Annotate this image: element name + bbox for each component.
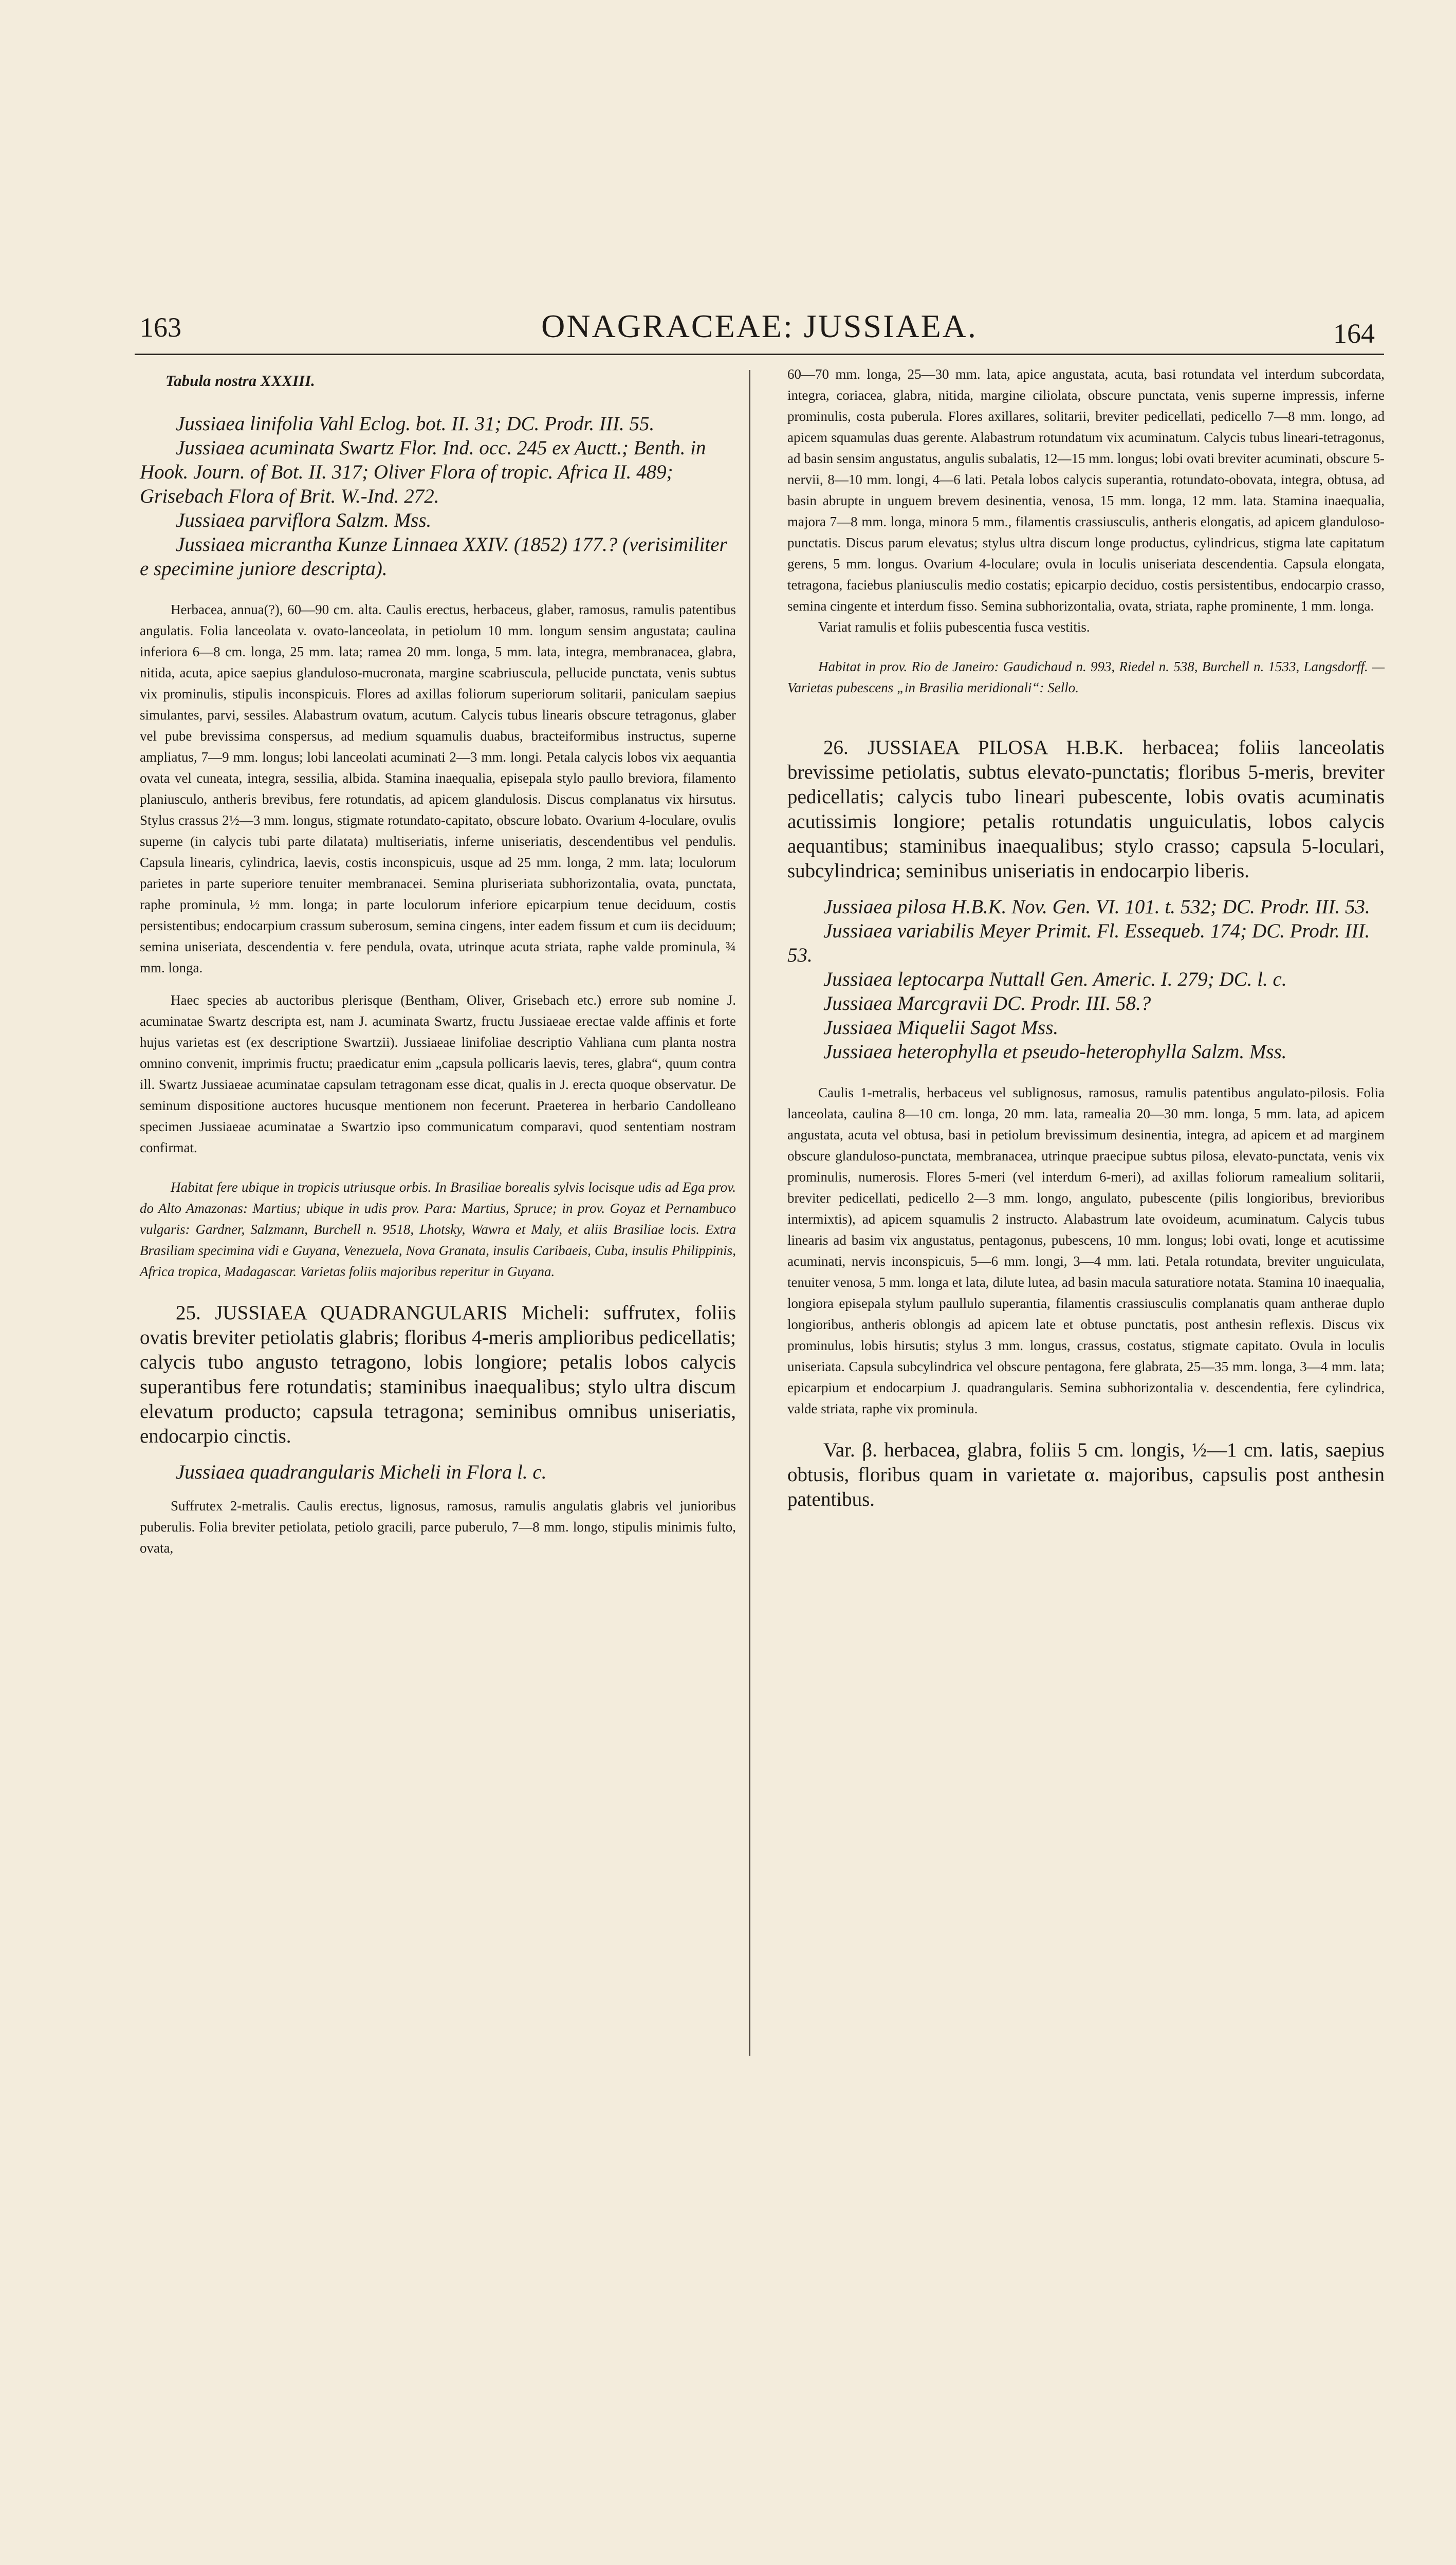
synonym: Jussiaea acuminata Swartz Flor. Ind. occ. 245 ex Auctt.; Benth. in Hook. Journ. of Bot. II. 317; Oliver Flora of tropic. Africa II. 489; Grisebach Flora of Brit. W.-Ind. 272. bbox=[140, 437, 706, 507]
synonym: Jussiaea variabilis Meyer Primit. Fl. Essequeb. 174; DC. Prodr. III. 53. bbox=[787, 920, 1370, 966]
variety-beta: Var. β. herbacea, glabra, foliis 5 cm. longis, ½—1 cm. latis, saepius obtusis, floribus quam in varietate α. majoribus, capsulis post anthesin patentibus. bbox=[787, 1439, 1385, 1510]
left-column bbox=[140, 364, 736, 1559]
description-paragraph: Herbacea, annua(?), 60—90 cm. alta. Caulis erectus, herbaceus, glaber, ramosus, ramulis patentibus angulatis. Folia lanceolata v. ovato-lanceolata, in petiolum 10 mm. longum sensim angustata; caulina inferiora 6—8 cm. longa, 25 mm. lata; ramea 20 mm. longa, 5 mm. lata, integra, membranacea, glabra, nitida, acuta, apice saepius glanduloso-mucronata, margine scabriuscula, pellucide punctata, venis subtus vix prominulis, stipulis inconspicuis. Flores ad axillas foliorum superiorum solitarii, paniculam saepius simulantes, parvi, sessiles. Alabastrum ovatum, acutum. Calycis tubus linearis obscure tetragonus, glaber vel pube brevissima conspersus, ad medium squamulis duabus, bracteiformibus instructus, superne ampliatus, 7—9 mm. longus; lobi lanceolati acuminati 2—3 mm. longi. Petala calycis lobos vix aequantia ovata vel cuneata, integra, sessilia, albida. Stamina inaequalia, episepala stylo paullo breviora, filamento planiusculo, antheris brevibus, fere rotundatis, ad apicem glandulosis. Discus complanatus vix hirsutus. Stylus crassus 2½—3 mm. longus, stigmate rotundato-capitato, obscure lobato. Ovarium 4-loculare, ovulis superne (in calycis tubi parte dilatata) multiseriatis, inferne uniseriatis, descendentibus vel pendulis. Capsula linearis, cylindrica, laevis, costis inconspicuis, usque ad 25 mm. longa, 2 mm. lata; loculorum parietes in parte superiore tenuiter membranacei. Semina pluriseriata subhorizontalia, ovata, punctata, raphe prominula, ½ mm. longa; in parte loculorum inferiore epicarpium tenue deciduum, costis persistentibus; endocarpium crassum suberosum, semina cingens, inter eadem fissum et cum iis deciduum; semina uniseriata, descendentia v. fere pendula, ovata, utrinque acuta striata, raphe valde prominula, ¾ mm. longa. bbox=[140, 602, 736, 975]
synonym: Jussiaea parviflora Salzm. Mss. bbox=[176, 509, 432, 531]
plate-reference: Tabula nostra XXXIII. bbox=[165, 372, 315, 390]
synonym: Jussiaea Marcgravii DC. Prodr. III. 58.? bbox=[823, 992, 1151, 1014]
running-title: ONAGRACEAE: JUSSIAEA. bbox=[541, 308, 978, 344]
synonym: Jussiaea micrantha Kunze Linnaea XXIV. (1852) 177.? (verisimiliter e specimine juniore descripta). bbox=[140, 533, 727, 580]
page-number-right: 164 bbox=[1333, 318, 1375, 349]
synonym: Jussiaea linifolia Vahl Eclog. bot. II. 31; DC. Prodr. III. 55. bbox=[176, 413, 655, 435]
synonym: Jussiaea heterophylla et pseudo-heterophylla Salzm. Mss. bbox=[823, 1041, 1287, 1063]
species-25-description: Suffrutex 2-metralis. Caulis erectus, lignosus, ramosus, ramulis angulatis glabris vel junioribus puberulis. Folia breviter petiolata, petiolo gracili, parce puberulo, 7—8 mm. longo, stipulis minimis fulto, ovata, bbox=[140, 1498, 736, 1556]
synonym: Jussiaea pilosa H.B.K. Nov. Gen. VI. 101. t. 532; DC. Prodr. III. 53. bbox=[823, 896, 1370, 918]
variation-note: Variat ramulis et foliis pubescentia fusca vestitis. bbox=[818, 619, 1090, 635]
synonym: Jussiaea Miquelii Sagot Mss. bbox=[823, 1017, 1059, 1039]
right-column bbox=[787, 364, 1385, 1512]
synonym-list-25 bbox=[140, 1460, 736, 1484]
species-25-description-continued: 60—70 mm. longa, 25—30 mm. lata, apice angustata, acuta, basi rotundata vel interdum subcordata, integra, coriacea, glabra, nitida, margine ciliolata, obscure punctata, venis superne impressis, inferne prominulis, costa puberula. Flores axillares, solitarii, breviter pedicellati, pedicello 7—8 mm. longo, ad apicem squamulas duas gerente. Alabastrum rotundatum vix acuminatum. Calycis tubus lineari-tetragonus, ad basin sensim angustatus, angulis subalatis, 12—15 mm. longus; lobi ovati breviter acuminati, obscure 5-nervii, 8—10 mm. longi, 4—6 lati. Petala lobos calycis superantia, rotundato-obovata, integra, obtusa, ad basin abrupte in unguem brevem desinentia, venosa, 15 mm. longa, 12 mm. lata. Stamina inaequalia, majora 7—8 mm. longa, minora 5 mm., filamentis crassiusculis, antheris elongatis, ad apicem glanduloso-punctatis. Discus parum elevatus; stylus ultra discum longe productus, cylindricus, stigma late capitatum gerens, 5 mm. longus. Ovarium 4-loculare; ovula in loculis uniseriata descendentia. Capsula elongata, tetragona, faciebus planiusculis medio costatis; epicarpio deciduo, costis persistentibus, endocarpio crasso, semina cingente et interdum fisso. Semina subhorizontalia, ovata, striata, raphe prominente, 1 mm. longa. bbox=[787, 366, 1385, 614]
species-description bbox=[140, 599, 736, 1282]
species-25-diagnosis: 25. JUSSIAEA QUADRANGULARIS Micheli: suffrutex, foliis ovatis breviter petiolatis glabris; floribus 4-meris amplioribus pedicellatis; calycis tubo angusto tetragono, lobis longiore; petalis lobos calycis superantibus fere rotundatis; staminibus inaequalibus; stylo ultra discum elevatum producto; capsula tetragona; seminibus omnibus uniseriatis, endocarpio cinctis. bbox=[140, 1302, 736, 1447]
page-header bbox=[135, 307, 1384, 355]
synonym: Jussiaea quadrangularis Micheli in Flora l. c. bbox=[176, 1461, 547, 1483]
habitat-paragraph-25: Habitat in prov. Rio de Janeiro: Gaudichaud n. 993, Riedel n. 538, Burchell n. 1533, Langsdorff. — Varietas pubescens „in Brasilia meridionali“: Sello. bbox=[787, 659, 1385, 695]
column-divider bbox=[749, 370, 750, 2056]
species-26-description: Caulis 1-metralis, herbaceus vel sublignosus, ramosus, ramulis patentibus angulato-pilosis. Folia lanceolata, caulina 8—10 cm. longa, 20 mm. lata, ramealia 20—30 mm. longa, 5 mm. lata, ad apicem angustata, acuta vel obtusa, basi in petiolum brevissimum desinentia, integra, ad apicem et ad marginem obscure glanduloso-punctata, membranacea, utrinque praecipue subtus pilosa, elevato-punctata, venis vix prominulis, numerosis. Flores 5-meri (vel interdum 6-meri), ad axillas foliorum ramealium solitarii, breviter pedicellati, pedicello 2—3 mm. longo, angulato, pubescente (pilis longioribus, brevioribus intermixtis), ad apicem squamulis 2 instructo. Alabastrum late ovoideum, acuminatum. Calycis tubus linearis ad basim vix angustatus, pentagonus, pubescens, 10 mm. longus; lobi ovati, longe et acutissime acuminati, nervis inconspicuis, 5—6 mm. longi, 3—4 mm. lati. Petala rotundata, breviter unguiculata, tenuiter venosa, 5 mm. longa et lata, dilute lutea, ad basin macula saturatiore notata. Stamina 10 inaequalia, longiora episepala stylum paullulo superantia, filamentis crassiusculis complanatis quam antherae duplo longioribus, antheris oblongis ad apicem late et obtuse punctatis, post anthesin reflexis. Discus vix prominulus, lobis hirsutis; stylus 3 mm. longus, crassus, costatus, stigmate capitato. Ovula in loculis uniseriata. Capsula subcylindrica vel obscure pentagona, fere glabrata, 25—35 mm. longa, 3—4 mm. lata; epicarpium et endocarpium J. quadrangularis. Semina subhorizontalia v. descendentia, fere cylindrica, valde striata, raphe vix prominula. bbox=[787, 1085, 1385, 1416]
synonym-list bbox=[140, 412, 736, 581]
habitat-paragraph: Habitat fere ubique in tropicis utriusque orbis. In Brasiliae borealis sylvis locisque udis ad Ega prov. do Alto Amazonas: Martius; ubique in udis prov. Para: Martius, Spruce; in prov. Goyaz et Pernambuco vulgaris: Gardner, Salzmann, Burchell n. 9518, Lhotsky, Wawra et Maly, et aliis Brasiliae locis. Extra Brasiliam specimina vidi e Guyana, Venezuela, Nova Granata, insulis Caribaeis, Cuba, insulis Philippinis, Africa tropica, Madagascar. Varietas foliis majoribus reperitur in Guyana. bbox=[140, 1179, 736, 1279]
page-number-left: 163 bbox=[140, 312, 181, 343]
remarks-paragraph: Haec species ab auctoribus plerisque (Bentham, Oliver, Grisebach etc.) errore sub nomine J. acuminatae Swartz descripta est, nam J. acuminata Swartz, fructu Jussiaeae erectae valde affinis et forte hujus varietas est (ex descriptione Swartzii). Jussiaeae linifoliae descriptio Vahliana cum planta nostra omnino convenit, imprimis fructu; praedicatur enim „capsula pollicaris laevis, teres, glabra“, quum contra ill. Swartz Jussiaeae acuminatae capsulam tetragonam esse dicat, qualis in J. erecta quoque observatur. De seminum dispositione auctores hucusque mentionem non fecerunt. Praeterea in herbario Candolleano specimen Jussiaeae acuminatae a Swartzio ipso communicatum comparavi, quod sententiam nostram confirmat. bbox=[140, 992, 736, 1155]
synonym-list-26 bbox=[787, 895, 1385, 1064]
species-26-diagnosis: 26. JUSSIAEA PILOSA H.B.K. herbacea; foliis lanceolatis brevissime petiolatis, subtus elevato-punctatis; floribus 5-meris, breviter pedicellatis; calycis tubo lineari pubescente, lobis ovatis acuminatis acutissimis longiore; petalis rotundatis unguiculatis, lobos calycis aequantibus; staminibus inaequalibus; stylo crasso; capsula 5-loculari, subcylindrica; seminibus uniseriatis in endocarpio liberis. bbox=[787, 736, 1385, 882]
synonym: Jussiaea leptocarpa Nuttall Gen. Americ. I. 279; DC. l. c. bbox=[823, 968, 1287, 990]
